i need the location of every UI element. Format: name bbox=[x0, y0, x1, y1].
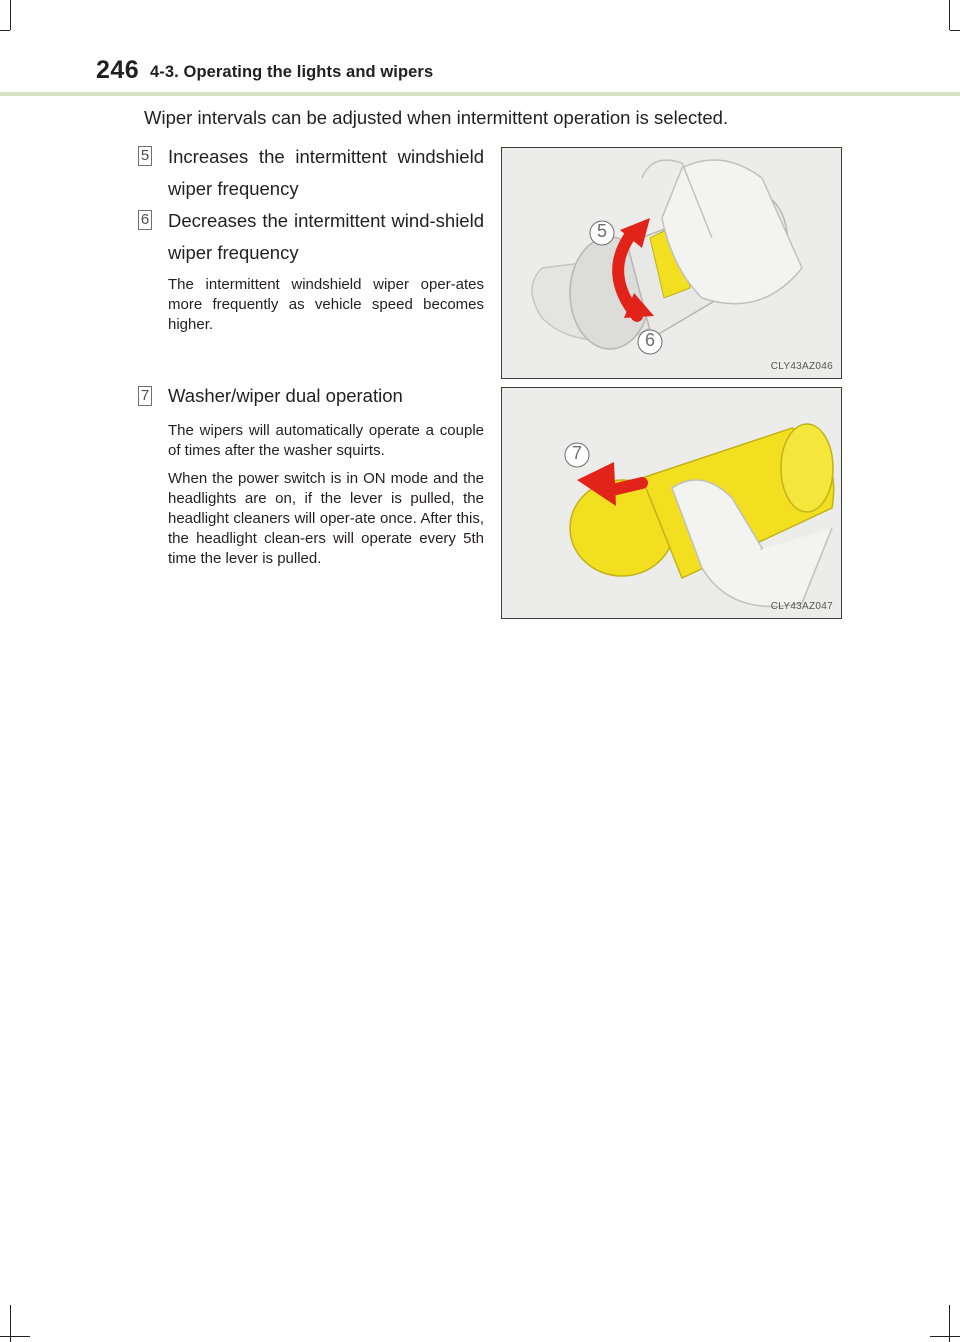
figure-code: CLY43AZ046 bbox=[770, 361, 833, 372]
figure-callout: 7 bbox=[571, 443, 582, 463]
item-note: The wipers will automatically operate a couple of times after the washer squirts. bbox=[168, 422, 484, 459]
item-marker: 7 bbox=[138, 386, 152, 406]
washer-lever-illustration bbox=[502, 388, 842, 619]
item-title: Washer/wiper dual operation bbox=[168, 385, 403, 406]
figure-callout: 5 bbox=[596, 221, 607, 241]
crop-mark bbox=[949, 0, 950, 30]
figure-callout: 6 bbox=[644, 330, 655, 350]
crop-mark bbox=[0, 30, 10, 31]
header-rule bbox=[0, 92, 960, 96]
crop-mark bbox=[950, 30, 960, 31]
wiper-lever-illustration bbox=[502, 148, 842, 379]
item-note: When the power switch is in ON mode and the headlights are on, if the lever is pulled, the headlight cleaners will oper-ate once. After this, the headlight clean-ers will operate every 5th time the lever is pulled. bbox=[168, 470, 484, 567]
item-marker: 6 bbox=[138, 210, 152, 230]
section-title: 4-3. Operating the lights and wipers bbox=[150, 63, 434, 81]
intro-text: Wiper intervals can be adjusted when intermittent operation is selected. bbox=[144, 107, 729, 128]
item-note: The intermittent windshield wiper oper-ates more frequently as vehicle speed becomes higher. bbox=[168, 276, 484, 333]
item-title: Increases the intermittent windshield wiper frequency bbox=[168, 146, 484, 199]
item-marker: 5 bbox=[138, 146, 152, 166]
crop-mark bbox=[930, 1336, 960, 1337]
figure-code: CLY43AZ047 bbox=[770, 601, 833, 612]
crop-mark bbox=[0, 1336, 30, 1337]
crop-mark bbox=[10, 0, 11, 30]
page-number: 246 bbox=[96, 56, 140, 84]
washer-figure bbox=[501, 387, 842, 619]
item-title: Decreases the intermittent wind-shield wiper frequency bbox=[168, 210, 484, 263]
wiper-interval-figure bbox=[501, 147, 842, 379]
